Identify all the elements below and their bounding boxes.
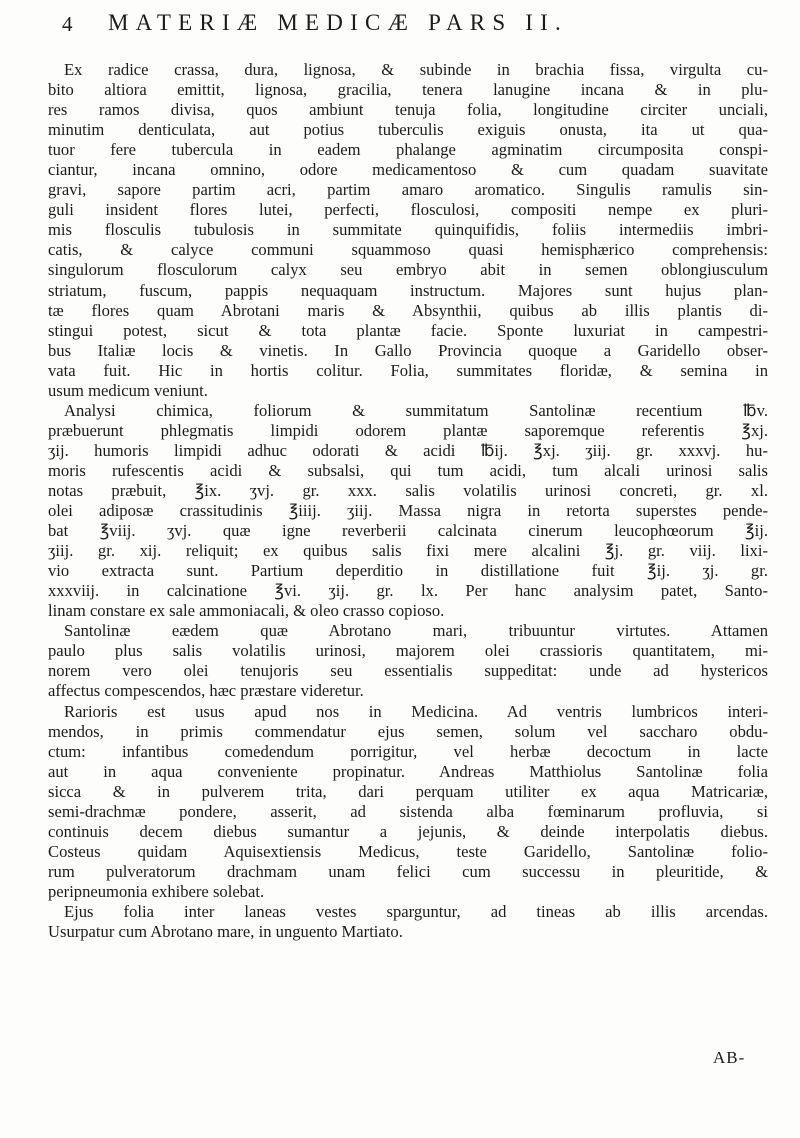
- paragraph-virtues: [48, 621, 768, 701]
- text-line: usum medicum veniunt.: [48, 380, 208, 400]
- text-line: catis, & calyce communi squammoso quasi hemisphærico comprehensis:: [48, 240, 768, 260]
- page-header: [0, 8, 800, 52]
- text-line: res ramos divisa, quos ambiunt tenuja folia, longitudine circiter unciali,: [48, 100, 768, 120]
- catchword: AB-: [713, 1048, 746, 1067]
- text-line: tæ flores quam Abrotani maris & Absynthii, quibus ab illis plantis di-: [48, 300, 768, 320]
- text-line: Ejus folia inter laneas vestes sparguntur, ad tineas ab illis arcendas.: [64, 901, 768, 921]
- text-line: guli insident flores lutei, perfecti, flosculosi, compositi nempe ex pluri-: [48, 200, 768, 220]
- text-line: Santolinæ eædem quæ Abrotano mari, tribuuntur virtutes. Attamen: [64, 621, 768, 641]
- text-line: bito altiora emittit, lignosa, gracilia, tenera lanugine incana & in plu-: [48, 80, 768, 100]
- text-line: Costeus quidam Aquisextiensis Medicus, teste Garidello, Santolinæ folio-: [48, 841, 768, 861]
- text-line: ʒij. humoris limpidi adhuc odorati & acidi ℔ij. ℥xj. ʒiij. gr. xxxvj. hu-: [48, 440, 768, 460]
- text-line: præbuerunt phlegmatis limpidi odorem plantæ saporemque referentis ℥xj.: [48, 420, 768, 440]
- text-line: Usurpatur cum Abrotano mare, in unguento Martiato.: [48, 922, 403, 942]
- running-head: MATERIÆ MEDICÆ PARS II.: [108, 10, 568, 35]
- text-line: vio extracta sunt. Partium deperditio in distillatione fuit ℥ij. ʒj. gr.: [48, 561, 768, 581]
- text-line: sicca & in pulverem trita, dari perquam utiliter ex aqua Matricariæ,: [48, 781, 768, 801]
- text-line: paulo plus salis volatilis urinosi, majorem olei crassioris quantitatem, mi-: [48, 641, 768, 661]
- text-line: mis flosculis tubulosis in summitate quinquifidis, foliis intermediis imbri-: [48, 220, 768, 240]
- text-line: notas præbuit, ℥ix. ʒvj. gr. xxx. salis volatilis urinosi concreti, gr. xl.: [48, 480, 768, 500]
- paragraph-description: [48, 60, 768, 401]
- page-number: 4: [62, 12, 73, 36]
- text-line: bus Italiæ locis & vinetis. In Gallo Provincia quoque a Garidello obser-: [48, 340, 768, 360]
- body-text: [48, 60, 768, 942]
- text-line: stingui potest, sicut & tota plantæ facie. Sponte luxuriat in campestri-: [48, 320, 768, 340]
- text-line: norem vero olei tenujoris seu essentialis suppeditat: unde ad hystericos: [48, 661, 768, 681]
- text-line: affectus compescendos, hæc præstare videretur.: [48, 681, 364, 701]
- text-line: striatum, fuscum, pappis nequaquam instructum. Majores sunt hujus plan-: [48, 280, 768, 300]
- text-line: tuor fere tubercula in eadem phalange agminatim circumposita conspi-: [48, 140, 768, 160]
- text-line: ctum: infantibus comedendum porrigitur, vel herbæ decoctum in lacte: [48, 741, 768, 761]
- text-line: bat ℥viij. ʒvj. quæ igne reverberii calcinata cinerum leucophœorum ℥ij.: [48, 521, 768, 541]
- text-line: linam constare ex sale ammoniacali, & oleo crasso copioso.: [48, 601, 445, 621]
- text-line: singulorum flosculorum calyx seu embryo abit in semen oblongiusculum: [48, 260, 768, 280]
- text-line: rum pulveratorum drachmam unam felici cum successu in pleuritide, &: [48, 861, 768, 881]
- paragraph-closing: [48, 902, 768, 942]
- text-line: Analysi chimica, foliorum & summitatum Santolinæ recentium ℔v.: [64, 400, 768, 420]
- paragraph-uses: [48, 702, 768, 902]
- text-line: Rarioris est usus apud nos in Medicina. Ad ventris lumbricos interi-: [64, 701, 768, 721]
- text-line: ciantur, incana omnino, odore medicamentoso & cum quadam suavitate: [48, 160, 768, 180]
- text-line: minutim denticulata, aut potius tuberculis exiguis onusta, ita ut qua-: [48, 120, 768, 140]
- text-line: gravi, sapore partim acri, partim amaro aromatico. Singulis ramulis sin-: [48, 180, 768, 200]
- text-line: ʒiij. gr. xij. reliquit; ex quibus salis fixi mere alcalini ℥j. gr. viij. lixi-: [48, 541, 768, 561]
- text-line: Ex radice crassa, dura, lignosa, & subinde in brachia fissa, virgulta cu-: [64, 60, 768, 79]
- text-line: continuis decem diebus sumantur a jejunis, & deinde interpolatis diebus.: [48, 821, 768, 841]
- paragraph-analysis: [48, 401, 768, 622]
- text-line: moris rufescentis acidi & subsalsi, qui tum acidi, tum alcali urinosi salis: [48, 460, 768, 480]
- text-line: mendos, in primis commendatur ejus semen, solum vel saccharo obdu-: [48, 721, 768, 741]
- text-line: peripneumonia exhibere solebat.: [48, 881, 265, 901]
- text-line: aut in aqua conveniente propinatur. Andreas Matthiolus Santolinæ folia: [48, 761, 768, 781]
- text-line: xxxviij. in calcinatione ℥vi. ʒij. gr. lx. Per hanc analysim patet, Santo-: [48, 581, 768, 601]
- text-line: semi-drachmæ pondere, asserit, ad sistenda alba fœminarum profluvia, si: [48, 801, 768, 821]
- text-line: vata fuit. Hic in hortis colitur. Folia, summitates floridæ, & semina in: [48, 360, 768, 380]
- text-line: olei adiposæ crassitudinis ℥iiij. ʒiij. Massa nigra in retorta superstes pende-: [48, 501, 768, 521]
